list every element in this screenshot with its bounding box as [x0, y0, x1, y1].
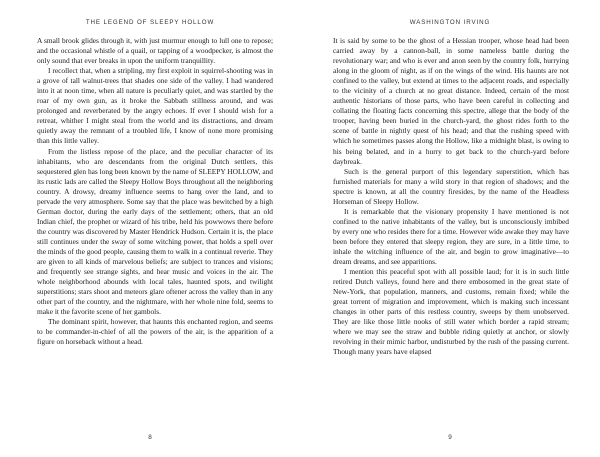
running-head-left: THE LEGEND OF SLEEPY HOLLOW [85, 19, 215, 26]
right-text-block [333, 36, 569, 358]
right-page [300, 0, 600, 457]
paragraph: It is remarkable that the visionary propensity I have mentioned is not confined to the native inhabitants of the valley, but is unconsciously imbibed by every one who resides there for a time. However wide awake they may have been before they entered that sleepy region, they are sure, in a little time, to inhale the witching influence of the air, and begin to grow imaginative—to dream dreams, and see apparitions. [333, 206, 569, 267]
paragraph: A small brook glides through it, with just murmur enough to lull one to repose; and the occasional whistle of a quail, or tapping of a woodpecker, is almost the only sound that ever breaks in upon the uniform tranquillity. [37, 36, 273, 66]
paragraph: I mention this peaceful spot with all possible laud; for it is in such little retired Dutch valleys, found here and there embosomed in the great state of New-York, that population, manners, and customs, remain fixed; while the great torrent of migration and improvement, which is making such incessant changes in other parts of this restless country, sweeps by them unobserved. They are like those little nooks of still water which border a rapid stream; where we may see the straw and bubble riding quietly at anchor, or slowly revolving in their mimic harbor, undisturbed by the rush of the passing current. Though many years have elapsed [333, 267, 569, 357]
running-head-right: WASHINGTON IRVING [409, 19, 491, 26]
paragraph: Such is the general purport of this legendary superstition, which has furnished materials for many a wild story in that region of shadows; and the spectre is known, at all the country firesides, by the name of the Headless Horseman of Sleepy Hollow. [333, 166, 569, 206]
paragraph: From the listless repose of the place, and the peculiar character of its inhabitants, who are descendants from the original Dutch settlers, this sequestered glen has long been known by the name of SLEEPY HOLLOW, and its rustic lads are called the Sleepy Hollow Boys throughout all the neighboring country. A drowsy, dreamy influence seems to hang over the land, and to pervade the very atmosphere. Some say that the place was bewitched by a high German doctor, during the early days of the settlement; others, that an old Indian chief, the prophet or wizard of his tribe, held his powwows there before the country was discovered by Master Hendrick Hudson. Certain it is, the place still continues under the sway of some witching power, that holds a spell over the minds of the good people, causing them to walk in a continual reverie. They are given to all kinds of marvelous beliefs; are subject to trances and visions; and frequently see strange sights, and hear music and voices in the air. The whole neighborhood abounds with local tales, haunted spots, and twilight superstitions; stars shoot and meteors glare oftener across the valley than in any other part of the country, and the nightmare, with her whole nine fold, seems to make it the favorite scene of her gambols. [37, 146, 273, 317]
paragraph: It is said by some to be the ghost of a Hessian trooper, whose head had been carried away by a cannon-ball, in some nameless battle during the revolutionary war; and who is ever and anon seen by the country folk, hurrying along in the gloom of night, as if on the wings of the wind. His haunts are not confined to the valley, but extend at times to the adjacent roads, and especially to the vicinity of a church at no great distance. Indeed, certain of the most authentic historians of those parts, who have been careful in collecting and collating the floating facts concerning this spectre, allege that the body of the trooper, having been buried in the church-yard, the ghost rides forth to the scene of battle in nightly quest of his head; and that the rushing speed with which he sometimes passes along the Hollow, like a midnight blast, is owing to his being belated, and in a hurry to get back to the church-yard before daybreak. [333, 36, 569, 166]
page-number-right: 9 [448, 434, 452, 441]
paragraph: The dominant spirit, however, that haunts this enchanted region, and seems to be commander-in-chief of all the powers of the air, is the apparition of a figure on horseback without a head. [37, 317, 273, 347]
paragraph: I recollect that, when a stripling, my first exploit in squirrel-shooting was in a grove of tall walnut-trees that shades one side of the valley. I had wandered into it at noon time, when all nature is peculiarly quiet, and was startled by the roar of my own gun, as it broke the Sabbath stillness around, and was prolonged and reverberated by the angry echoes. If ever I should wish for a retreat, whither I might steal from the world and its distractions, and dream quietly away the remnant of a troubled life, I know of none more promising than this little valley. [37, 66, 273, 146]
page-number-left: 8 [148, 434, 152, 441]
left-text-block [37, 36, 273, 347]
